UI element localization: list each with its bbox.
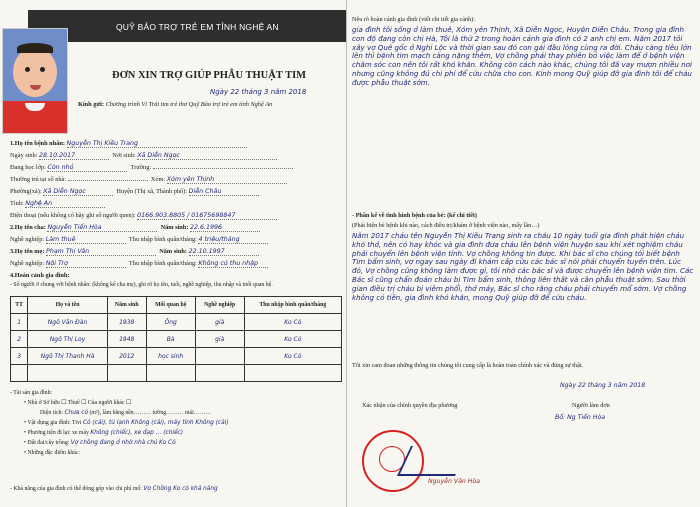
table-row: 2 Ngô Thị Loy 1948 Bà già Ko Có bbox=[11, 331, 342, 348]
addressee: Kính gửi: Chương trình Vì Trái tim trẻ thơ Quỹ Bảo trợ trẻ em tỉnh Nghệ An bbox=[78, 101, 273, 108]
fund-header bbox=[28, 10, 346, 42]
mother-job-row: Nghề nghiệp: Nội Trợ Thu nhập bình quân/tháng: Không có thu nhập bbox=[10, 260, 268, 268]
document-title: ĐƠN XIN TRỢ GIÚP PHẪU THUẬT TIM bbox=[112, 70, 307, 81]
family-members-table: TT Họ và tên Năm sinh Mối quan hệ Nghề nghiệp Thu nhập bình quân/tháng 1 Ngô Văn Đàn 1938 Ông già Ko Có 2 Ngô Thị Loy 1948 Bà già Ko Có 3 Ngô Thị Thanh Hà 2012 học sinh Ko Có bbox=[10, 296, 342, 382]
support-line: - Khả năng của gia đình có thể đóng góp vào chi phí mổ: Vợ Chồng Ko có khả năng bbox=[10, 486, 218, 492]
commitment-text: Tôi xin cam đoan những thông tin chúng tôi cung cấp là hoàn toàn chính xác và đúng sự thật. bbox=[352, 362, 584, 369]
patient-dob-row: Ngày sinh: 28.10.2017 Nơi sinh: Xã Diễn Ngọc bbox=[10, 152, 277, 160]
authority-signature: Nguyễn Văn Hòa bbox=[428, 478, 480, 485]
circumstance-text: gia đình tôi sống ở làm thuê, Xóm yên Thịnh, Xã Diễn Ngọc, Huyện Diễn Châu. Trong gia đình con độ đang còn chị Hà, Tôi là thứ 2 trong hoàn cảnh gia đình có 2 anh chị em. Năm 2017 tôi xây vợ Quê gốc ở Nghi Lộc và thời gian sau đó con gái đầu lòng cùng ra đời. Cháu càng tiêu lớn lên thì bệnh tim mạch càng nặng thêm, Vợ chồng phải thay phiên bỏ việc làm để ở bệnh viện chăm sóc con nên tôi rất khó khăn. Không còn cách nào khác, chúng tôi đã vay mượn nhiều nơi nhưng cũng không đủ chi phí để cứu chữa cho con. Kính mong Quỹ giúp đỡ gia đình tôi để cháu được phẫu thuật sớm. bbox=[352, 26, 692, 87]
date-bottom: Ngày 22 tháng 3 năm 2018 bbox=[560, 382, 646, 389]
patient-province-row: Tỉnh: Nghệ An bbox=[10, 200, 105, 208]
mother-row: 3.Họ tên mẹ: Phạm Thị Vân Năm sinh: 22.10.1997 bbox=[10, 248, 259, 256]
other-line: • Những đặc điểm khác: bbox=[24, 450, 81, 456]
area-line: Diện tích: Chưa có (m²), làm bằng nền……… tường……… mái……… bbox=[40, 410, 212, 416]
patient-study-row: Đang học lớp: Còn nhỏ Trường: bbox=[10, 164, 293, 172]
illness-text: Năm 2017 cháu tên Nguyễn Thị Kiều Trang sinh ra cháu 10 ngày tuổi gia đình phát hiện cháu khó thở, nên có hay khóc và gia đình đưa cháu lên bệnh viện huyện sau khi xét nghiệm cháu phải chuyển lên bệnh viện tỉnh. Vợ chồng không tin được. Khi bác sĩ cho chúng tôi biết bệnh Tim bẩm sinh, vợ ngay sau ngày đi khám cấp cứu các bác sĩ nói phải chuyển tuyến trên. Lúc đó, Vợ chồng cũng không làm được gì, tôi nhờ các bác sĩ và được chuyển lên bệnh viện tim. Các Bác sĩ cũng chẩn đoán cháu bị Tim bẩm sinh, thông liên thất và cần phẫu thuật sớm. Sau thời gian điều trị cháu bị viêm phổi, thở máy, Bác sĩ cho rằng cháu phải chuyển mổ sớm. Vợ chồng không có tiền, gia đình khó khăn, mong Quỹ giúp đỡ để cứu cháu. bbox=[352, 232, 694, 302]
applicant-label: Người làm đơn bbox=[572, 402, 610, 409]
family-heading: 4.Hoàn cảnh gia đình: bbox=[10, 272, 70, 279]
table-row bbox=[11, 365, 342, 382]
father-job-row: Nghề nghiệp: Làm thuê Thu nhập bình quân/tháng: 4 triệu/tháng bbox=[10, 236, 268, 244]
table-row: 3 Ngô Thị Thanh Hà 2012 học sinh Ko Có bbox=[11, 348, 342, 365]
illness-heading: - Phần kể về tình hình bệnh của bé: (kể chi tiết) bbox=[352, 212, 477, 219]
table-row: 1 Ngô Văn Đàn 1938 Ông già Ko Có bbox=[11, 314, 342, 331]
applicant-signature: Bố: Ng Tiến Hòa bbox=[555, 414, 606, 421]
assets-label: - Tài sản gia đình: bbox=[10, 390, 53, 396]
authority-label: Xác nhận của chính quyền địa phương bbox=[362, 402, 458, 409]
transport-line: • Phương tiện đi lại: xe máy Không (chiếc), xe đạp … (chiếc) bbox=[24, 430, 184, 436]
circumstance-heading: Nêu rõ hoàn cảnh gia đình (viết chi tiết gia cảnh): bbox=[352, 16, 476, 23]
patient-ward-row: Phường(xã): Xã Diễn Ngọc Huyện (Thị xã, Thành phố): Diễn Châu bbox=[10, 188, 259, 196]
fund-name: QUỸ BẢO TRỢ TRẺ EM TỈNH NGHỆ AN bbox=[116, 22, 279, 32]
father-row: 2.Họ tên cha: Nguyễn Tiến Hòa Năm sinh: 22.6.1996 bbox=[10, 224, 260, 232]
patient-name-row: 1.Họ tên bệnh nhân: Nguyễn Thị Kiều Trang bbox=[10, 140, 247, 148]
family-members-note: - Số người ở chung với bệnh nhân: (không kể cha mẹ), ghi rõ họ tên, tuổi, nghề nghiệp, thu nhập và mối quan hệ. bbox=[10, 282, 273, 288]
illness-subheading: (Phát hiện bé bệnh khi nào, cách điều trị/khám ở bệnh viện nào, mấy lần…) bbox=[352, 222, 540, 229]
patient-photo bbox=[2, 28, 68, 134]
date-top: Ngày 22 tháng 3 năm 2018 bbox=[210, 88, 307, 96]
land-line: • Đất đai/cây trồng: Vợ chồng đang ở nhờ nhà chú Ko Có bbox=[24, 440, 176, 446]
goods-line: • Vật dụng gia đình: Tivi Có (cái), tủ lạnh Không (cái), máy tính Không (cái) bbox=[24, 420, 229, 426]
patient-address-row: Thường trú tại số nhà: Xóm: Xóm yên Thịnh bbox=[10, 176, 287, 184]
patient-phone-row: Điện thoại (nếu không có hãy ghi số người quen): 0166.903.8805 / 01675698847 bbox=[10, 212, 277, 220]
house-line: • Nhà ở Sở hữu ☐ Thuê ☐ Của người khác ☐ bbox=[24, 400, 132, 406]
